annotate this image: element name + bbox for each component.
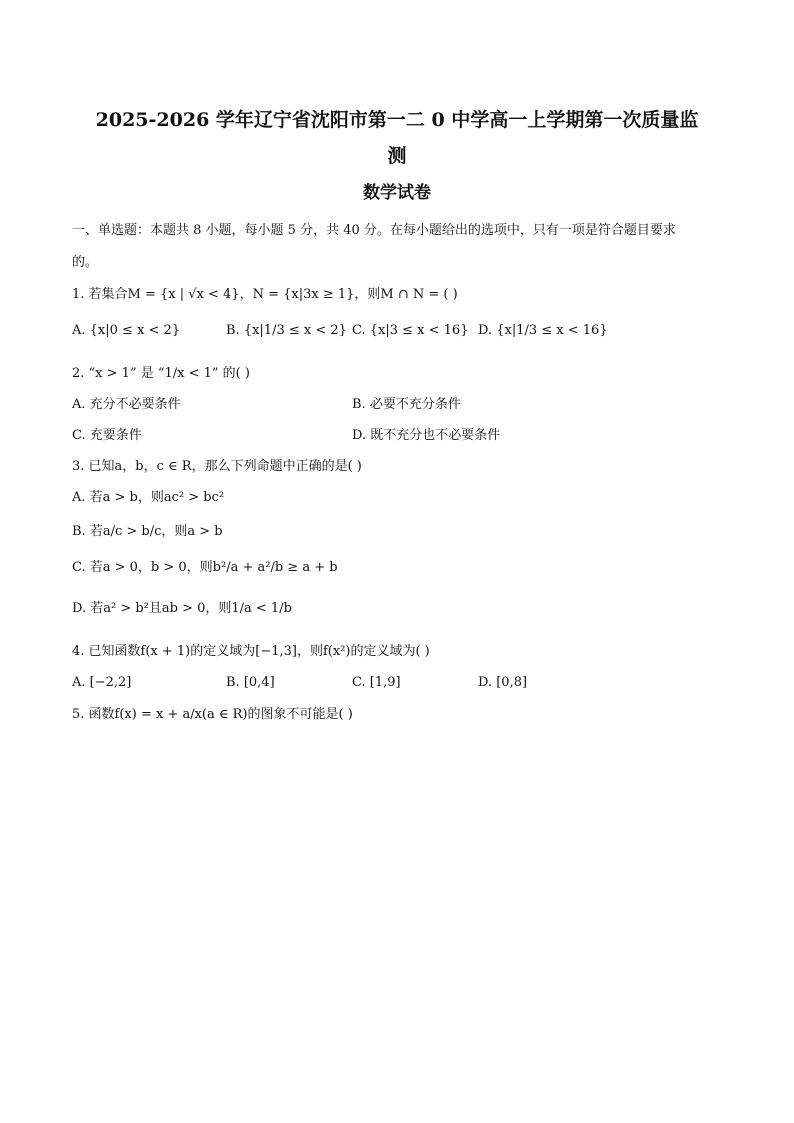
question-1-option-d: D. {x|1/3 ≤ x < 16}	[478, 323, 608, 338]
question-4-option-b: B. [0,4]	[226, 675, 275, 690]
question-2-option-a: A. 充分不必要条件	[72, 397, 181, 412]
question-4-option-c: C. [1,9]	[352, 675, 401, 690]
question-2-option-c: C. 充要条件	[72, 428, 142, 443]
question-1-option-c: C. {x|3 ≤ x < 16}	[352, 323, 469, 338]
question-1-option-a: A. {x|0 ≤ x < 2}	[72, 323, 181, 338]
question-5-stem: 5. 函数f(x) = x + a/x(a ∈ R)的图象不可能是( )	[72, 707, 353, 722]
question-3-option-a: A. 若a > b，则ac² > bc²	[72, 490, 225, 505]
question-3-option-c: C. 若a > 0，b > 0，则b²/a + a²/b ≥ a + b	[72, 560, 338, 575]
question-2-stem: 2. “x > 1” 是 “1/x < 1” 的( )	[72, 366, 250, 381]
exam-title-line-1: 2025-2026 学年辽宁省沈阳市第一二 0 中学高一上学期第一次质量监	[95, 109, 699, 131]
question-3-option-d: D. 若a² > b²且ab > 0，则1/a < 1/b	[72, 601, 292, 616]
section-instruction-line-1: 一、单选题：本题共 8 小题，每小题 5 分，共 40 分。在每小题给出的选项中，只有一项是符合题目要求	[72, 223, 676, 238]
question-4-option-d: D. [0,8]	[478, 675, 528, 690]
exam-subtitle: 数学试卷	[363, 183, 431, 203]
question-3-option-b: B. 若a/c > b/c，则a > b	[72, 524, 223, 539]
section-instruction-line-2: 的。	[72, 255, 99, 270]
question-4-option-a: A. [−2,2]	[72, 675, 132, 690]
question-4-stem: 4. 已知函数f(x + 1)的定义域为[−1,3]，则f(x²)的定义域为( )	[72, 644, 430, 659]
question-1-stem	[72, 285, 458, 305]
question-2-option-b: B. 必要不充分条件	[352, 397, 461, 412]
exam-title-line-2: 测	[387, 145, 407, 167]
question-1-option-b: B. {x|1/3 ≤ x < 2}	[226, 323, 347, 338]
question-2-option-d: D. 既不充分也不必要条件	[352, 428, 501, 443]
question-3-stem: 3. 已知a，b，c ∈ R，那么下列命题中正确的是( )	[72, 459, 362, 474]
question-1-stem-text: 1. 若集合M = {x | √x < 4}，N = {x|3x ≥ 1}，则M ∩ N = ( )	[72, 287, 458, 302]
